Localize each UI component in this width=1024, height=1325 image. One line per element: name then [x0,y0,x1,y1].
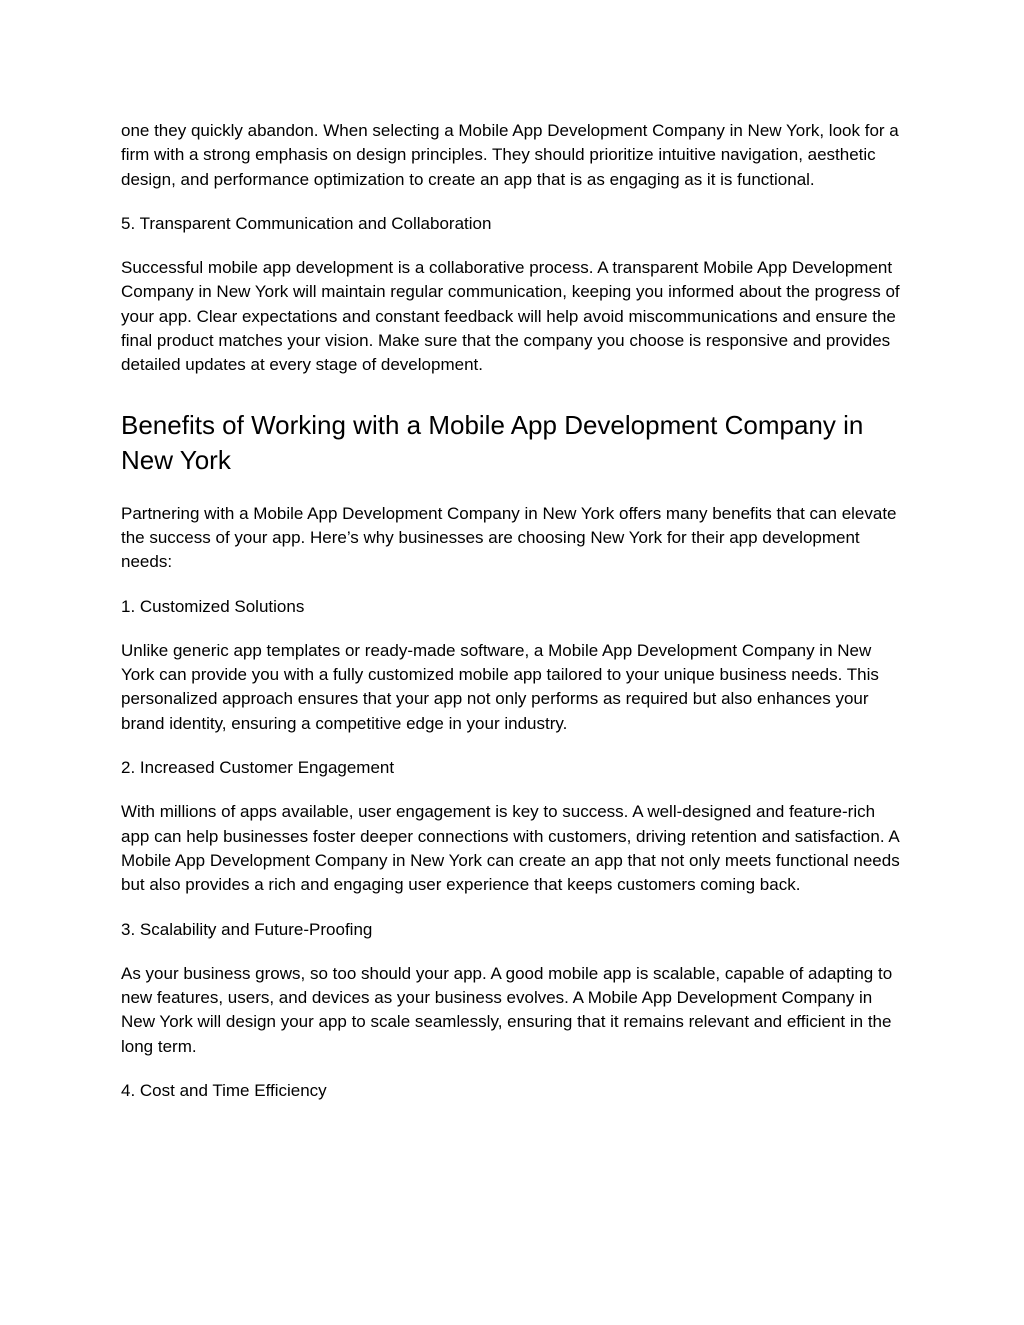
document-page [121,119,903,1103]
subheading-customer-engagement: 2. Increased Customer Engagement [121,758,395,778]
paragraph-design-principles: one they quickly abandon. When selecting a Mobile App Development Company in New York, look for a firm with a strong emphasis on design principles. They should prioritize intuitive navigation, aesthetic design, and performance optimization to create an app that is as engaging as it is functional. [121,121,899,189]
paragraph-partnering: Partnering with a Mobile App Development Company in New York offers many benefits that can elevate the success of your app. Here’s why businesses are choosing New York for their app development needs: [121,503,897,572]
paragraph-collaboration: Successful mobile app development is a collaborative process. A transparent Mobile App Development Company in New York will maintain regular communication, keeping you informed about the progress of your app. Clear expectations and constant feedback will help avoid miscommunications and ensure the final product matches your vision. Make sure that the company you choose is responsive and provides detailed updates at every stage of development. [121,258,900,375]
section-heading-benefits: Benefits of Working with a Mobile App Development Company in New York [121,409,864,475]
subheading-transparent-communication: 5. Transparent Communication and Collaboration [121,213,492,233]
paragraph-customized-solutions: Unlike generic app templates or ready-made software, a Mobile App Development Company in New York can provide you with a fully customized mobile app tailored to your unique business needs. This personalized approach ensures that your app not only performs as required but also enhances your brand identity, ensuring a competitive edge in your industry. [121,640,879,733]
subheading-customized-solutions: 1. Customized Solutions [121,596,305,616]
subheading-scalability: 3. Scalability and Future-Proofing [121,919,373,939]
paragraph-scalability: As your business grows, so too should your app. A good mobile app is scalable, capable of adapting to new features, users, and devices as your business evolves. A Mobile App Development Company in New York will design your app to scale seamlessly, ensuring that it remains relevant and efficient in the long term. [121,963,893,1056]
subheading-cost-time-efficiency: 4. Cost and Time Efficiency [121,1081,327,1101]
paragraph-customer-engagement: With millions of apps available, user engagement is key to success. A well-designed and feature-rich app can help businesses foster deeper connections with customers, driving retention and satisfaction. A Mobile App Development Company in New York can create an app that not only meets functional needs but also provides a rich and engaging user experience that keeps customers coming back. [121,802,900,895]
